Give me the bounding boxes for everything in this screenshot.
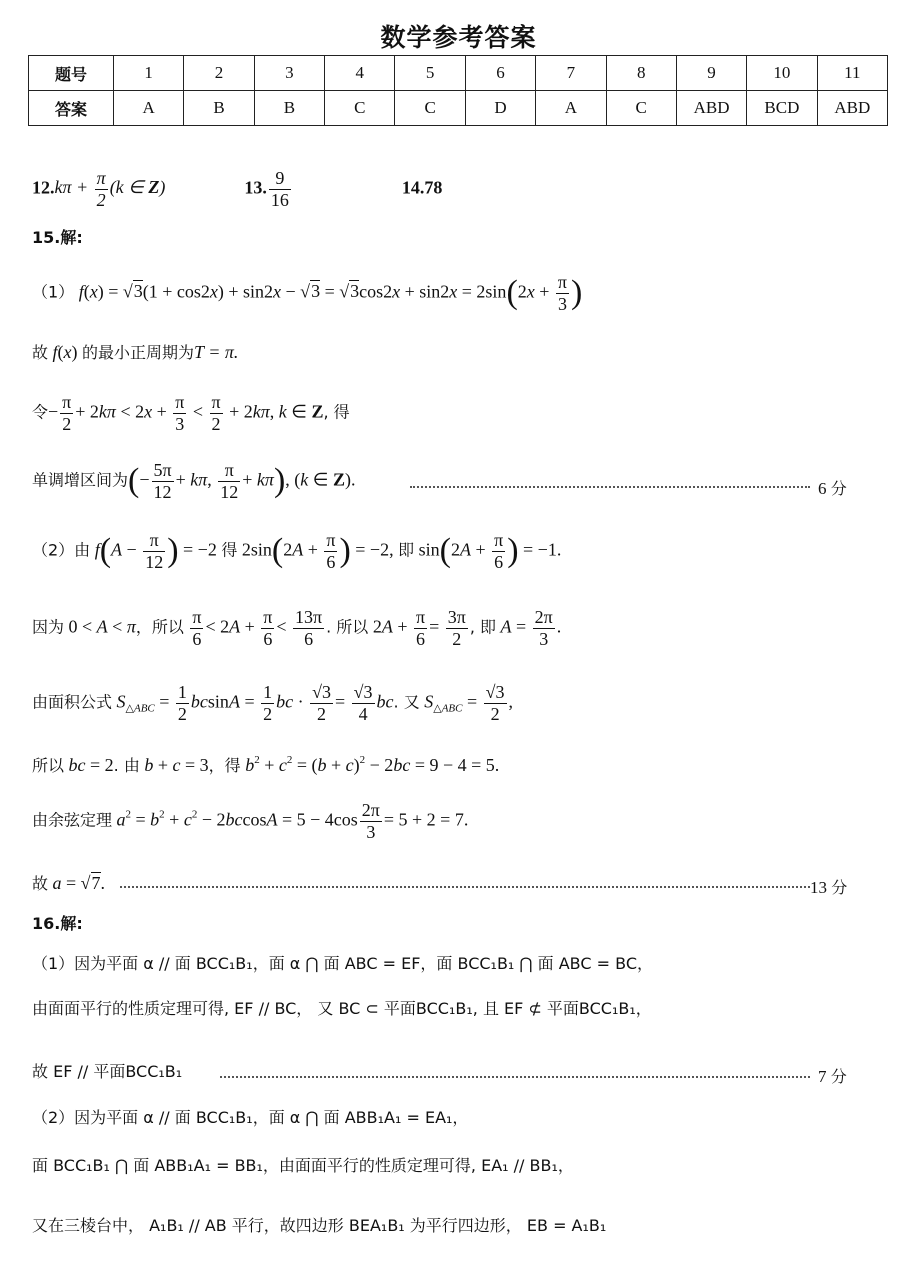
q15-eq1: （1） f(x) = √3(1 + cos2x) + sin2x − √3 = √3cos2x + sin2x = 2sin(2x + $\frac{\pi}{3}$ ) [32, 272, 583, 314]
table-cell: 9 [676, 56, 746, 91]
q15-range-of-A: 因为 0 < A < π，所以 $\frac{\pi}{6}$ < 2A + $\frac{\pi}{6}$ < $\frac{13\pi}{6}$ . 所以 2A + $\frac{\pi}{6}$ = $\frac{3\pi}{2}$ , 即 A = $\frac{2\pi}{3}$ . [32, 607, 562, 649]
q16-part1-line2: 由面面平行的性质定理可得, EF // BC， 又 BC ⊂ 平面BCC₁B₁, 且 EF ⊄ 平面BCC₁B₁， [32, 999, 652, 1018]
table-cell: BCD [747, 91, 817, 126]
q15-bc-value: 所以 bc = 2. 由 b + c = 3，得 $b^2 + c^2 = (b + c)^2 - 2bc = 9 - 4 = 5$. [32, 754, 500, 775]
table-cell: 4 [325, 56, 395, 91]
q15-part2-eq: （2）由 f(A − $\frac{\pi}{12}$ ) = −2 得 2sin(2A + $\frac{\pi}{6}$ ) = −2, 即 sin(2A + $\frac{\pi}{6}$ ) = −1. [32, 530, 562, 572]
table-cell: B [184, 91, 254, 126]
table-cell: 7 [536, 56, 606, 91]
q16-title: 16.解: [32, 914, 83, 933]
q12-answer: kπ + $\frac{\pi}{2}$ (k ∈ Z) [54, 168, 166, 210]
answer-table [28, 55, 888, 126]
q16-part2-line3: 又在三棱台中， A₁B₁ // AB 平行，故四边形 BEA₁B₁ 为平行四边形， EB = A₁B₁ [32, 1216, 607, 1235]
table-row-numbers [29, 56, 888, 91]
q15-cosine-rule: 由余弦定理 $a^2 = b^2 + c^2 - 2bccosA = 5 - 4\cos$ $\frac{2\pi}{3}$ = 5 + 2 = 7. [32, 800, 469, 842]
dotted-leader [120, 886, 810, 888]
table-cell: D [465, 91, 535, 126]
table-cell: 3 [254, 56, 324, 91]
q15-period: 故 f(x) 的最小正周期为T = π. [32, 342, 239, 362]
table-cell: 6 [465, 56, 535, 91]
table-cell: 8 [606, 56, 676, 91]
table-cell: A [536, 91, 606, 126]
row-header-answer: 答案 [29, 91, 114, 126]
table-cell: 5 [395, 56, 465, 91]
score-6: 6 分 [818, 479, 847, 498]
table-cell: C [606, 91, 676, 126]
q16-part2-line2: 面 BCC₁B₁ ⋂ 面 ABB₁A₁ = BB₁，由面面平行的性质定理可得, EA₁ // BB₁， [32, 1156, 574, 1175]
q15-increasing-interval: 单调增区间为(− $\frac{5\pi}{12}$ + kπ, $\frac{\pi}{12}$ + kπ), (k ∈ Z). [32, 460, 356, 502]
page-title: 数学参考答案 [380, 23, 537, 52]
q16-part2-line1: （2）因为平面 α // 面 BCC₁B₁，面 α ⋂ 面 ABB₁A₁ = EA₁， [32, 1108, 469, 1127]
dotted-leader [220, 1076, 810, 1078]
q13-answer: $\frac{9}{16}$ [270, 168, 289, 210]
table-row-answers [29, 91, 888, 126]
q16-part1-line1: （1）因为平面 α // 面 BCC₁B₁，面 α ⋂ 面 ABC = EF，面 BCC₁B₁ ⋂ 面 ABC = BC， [32, 954, 653, 973]
q15-final: 故 a = √7. [32, 873, 106, 893]
table-cell: C [395, 91, 465, 126]
q15-title: 15.解: [32, 228, 83, 247]
fill-in-answers [32, 168, 442, 210]
q15-inequality: 令− $\frac{\pi}{2}$ + 2kπ < 2x + $\frac{\pi}{3}$ < $\frac{\pi}{2}$ + 2kπ, k ∈ Z, 得 [32, 392, 350, 434]
table-cell: ABD [817, 91, 887, 126]
score-7: 7 分 [818, 1067, 847, 1086]
q14-answer: 14.78 [401, 177, 443, 198]
score-13: 13 分 [810, 878, 848, 897]
table-cell: C [325, 91, 395, 126]
table-cell: 2 [184, 56, 254, 91]
table-cell: 10 [747, 56, 817, 91]
table-cell: 11 [817, 56, 887, 91]
q16-part1-line3: 故 EF // 平面BCC₁B₁ [32, 1062, 183, 1081]
table-cell: B [254, 91, 324, 126]
q13-label: 13. [244, 177, 267, 198]
q15-area-formula: 由面积公式 $S_{\triangle ABC}$ = $\frac{1}{2}$ bcsinA = $\frac{1}{2}$ bc · $\frac{√3}{2}$ = $\frac{√3}{4}$ bc. 又 $S_{\triangle ABC}$ = $\frac{√3}{2}$ , [32, 682, 514, 724]
row-header-number: 题号 [29, 56, 114, 91]
table-cell: ABD [676, 91, 746, 126]
q12-label: 12. [32, 177, 55, 198]
table-cell: 1 [114, 56, 184, 91]
dotted-leader [410, 486, 810, 488]
table-cell: A [114, 91, 184, 126]
